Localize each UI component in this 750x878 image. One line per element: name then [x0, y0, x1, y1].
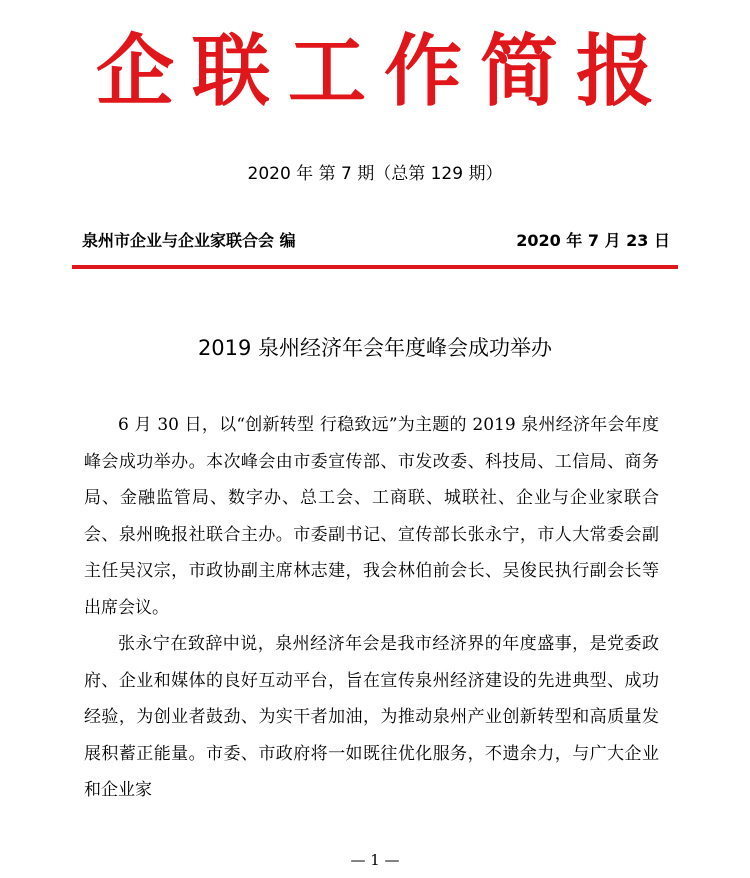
paragraph: 张永宁在致辞中说，泉州经济年会是我市经济界的年度盛事，是党委政府、企业和媒体的良好互动平台，旨在宣传泉州经济建设的先进典型、成功经验，为创业者鼓劲、为实干者加油，为推动泉州产业创新转型和高质量发展积蓄正能量。市委、市政府将一如既往优化服务，不遗余力，与广大企业和企业家: [84, 634, 659, 800]
paragraph: 6 月 30 日，以“创新转型 行稳致远”为主题的 2019 泉州经济年会年度峰会成功举办。本次峰会由市委宣传部、市发改委、科技局、工信局、商务局、金融监管局、数字办、总工会、工商联、城联社、企业与企业家联合会、泉州晚报社联合主办。市委副书记、宣传部长张永宁，市人大常委会副主任吴汉宗，市政协副主席林志建，我会林伯前会长、吴俊民执行副会长等出席会议。: [84, 415, 659, 618]
article-title: 2019 泉州经济年会年度峰会成功举办: [197, 336, 553, 360]
publish-date: 2020 年 7 月 23 日: [516, 231, 670, 250]
issue-number: 2020 年 第 7 期（总第 129 期）: [247, 164, 503, 184]
page-number: — 1 —: [350, 851, 400, 869]
red-divider: [72, 265, 678, 269]
editor-row: [82, 228, 670, 254]
masthead-title: 企联工作简报: [95, 26, 672, 117]
article-body: [84, 407, 659, 809]
editor-name: 泉州市企业与企业家联合会 编: [82, 231, 296, 250]
